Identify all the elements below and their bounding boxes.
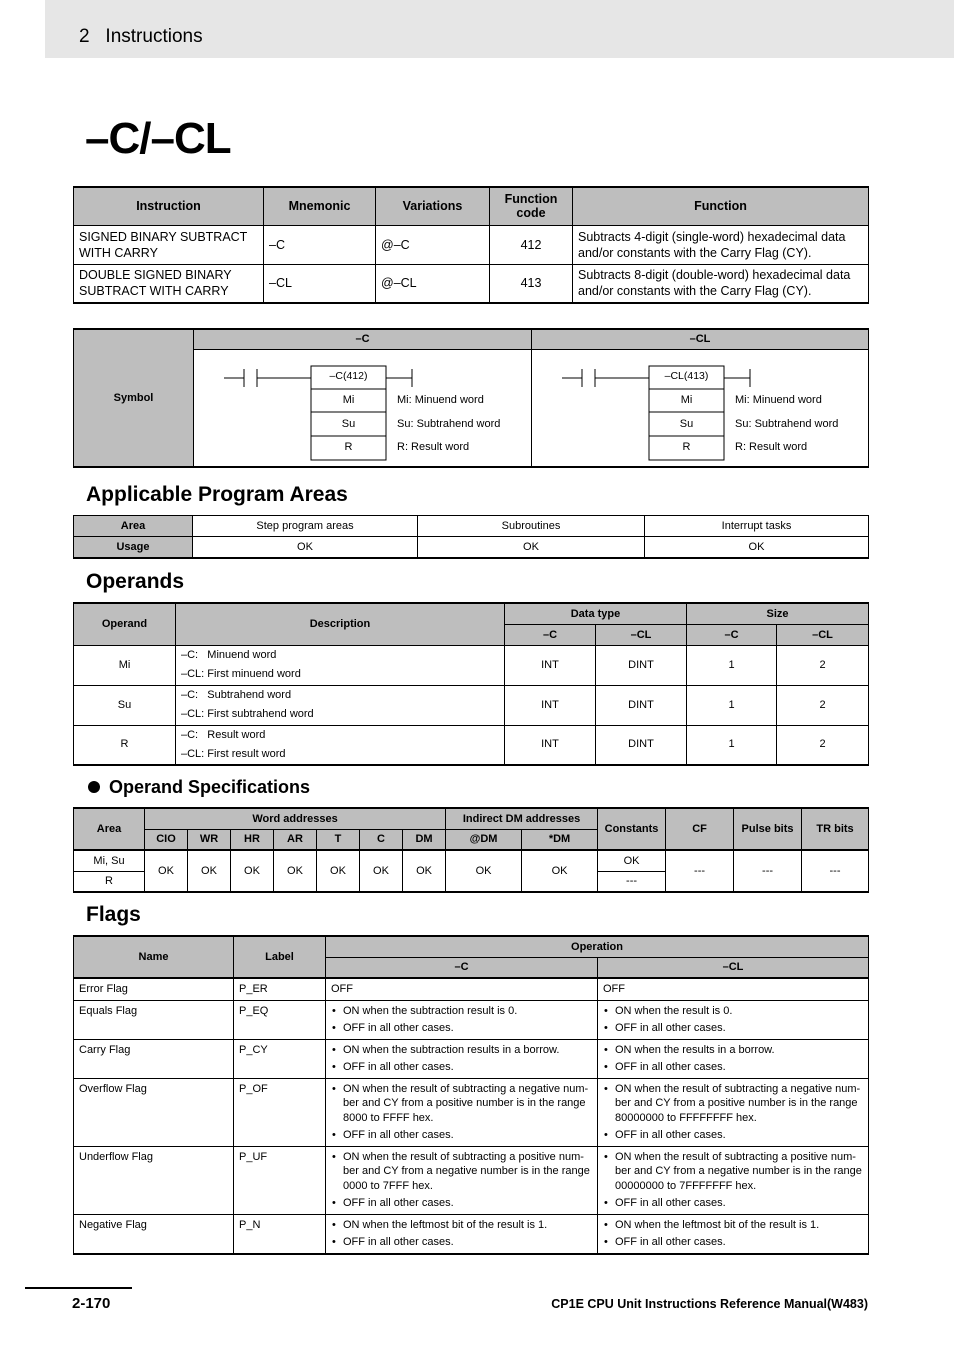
flag-label: P_N <box>234 1214 326 1254</box>
flag-op-c <box>326 1146 598 1214</box>
instruction-cell: SIGNED BINARY SUBTRACT WITH CARRY <box>74 225 264 264</box>
code-cell: 413 <box>490 264 573 303</box>
flag-name: Underflow Flag <box>74 1146 234 1214</box>
col-header: TR bits <box>802 808 869 850</box>
col-header: T <box>317 829 360 850</box>
col-header: Operation <box>326 936 869 957</box>
section-heading-areas: Applicable Program Areas <box>86 483 348 506</box>
flag-op-cl: OFF <box>598 978 869 1000</box>
spec-cell: OK <box>446 850 522 892</box>
list-item: • ON when the results in a borrow. <box>603 1043 863 1058</box>
flag-op-cl <box>598 1146 869 1214</box>
size-cell: 1 <box>687 645 777 685</box>
list-item: • ON when the result is 0. <box>603 1004 863 1019</box>
flag-label: P_ER <box>234 978 326 1000</box>
col-header: Mnemonic <box>264 187 376 225</box>
variations-cell: @–CL <box>376 264 490 303</box>
list-item: • ON when the result of subtracting a positive num-ber and CY from a negative number is in the range 0000 to 7FFF hex. <box>331 1150 592 1194</box>
desc-mi: Mi: Minuend word <box>397 393 484 406</box>
col-header: –CL <box>598 957 869 978</box>
list-item: • OFF in all other cases. <box>603 1196 863 1211</box>
flag-label: P_UF <box>234 1146 326 1214</box>
footer-rule <box>25 1287 132 1289</box>
desc-line: –C: Subtrahend word <box>181 689 292 701</box>
manual-title: CP1E CPU Unit Instructions Reference Manual(W483) <box>551 1297 868 1311</box>
symbol-label: Symbol <box>74 329 194 467</box>
list-item: • OFF in all other cases. <box>603 1235 863 1250</box>
size-cell: 2 <box>777 645 869 685</box>
dtype-cell: INT <box>505 645 596 685</box>
list-item: • ON when the leftmost bit of the result is 1. <box>331 1218 592 1233</box>
function-cell: Subtracts 4-digit (single-word) hexadecimal data and/or constants with the Carry Flag (CY). <box>573 225 869 264</box>
list-item: • OFF in all other cases. <box>603 1128 863 1143</box>
usage-cell: OK <box>193 537 418 558</box>
program-areas-table <box>73 515 869 559</box>
operand-cell: Su <box>74 685 176 725</box>
desc-cell <box>176 725 505 765</box>
operand-mi: Mi <box>342 393 355 406</box>
area-cell: R <box>74 871 145 892</box>
col-header: Description <box>176 603 505 645</box>
operand-cell: R <box>74 725 176 765</box>
col-header: –C <box>194 329 532 349</box>
list-item: • ON when the result of subtracting a positive num-ber and CY from a negative number is in the range 00000000 to 7FFFFFFF hex. <box>603 1150 863 1194</box>
list-item: • OFF in all other cases. <box>603 1060 863 1075</box>
flag-op-c: OFF <box>326 978 598 1000</box>
symbol-table <box>73 328 869 468</box>
col-header: Label <box>234 936 326 978</box>
col-header: @DM <box>446 829 522 850</box>
col-header: *DM <box>522 829 598 850</box>
size-cell: 1 <box>687 725 777 765</box>
dtype-cell: DINT <box>596 725 687 765</box>
flag-op-c <box>326 1078 598 1146</box>
page-number: 2-170 <box>72 1295 111 1312</box>
function-cell: Subtracts 8-digit (double-word) hexadecimal data and/or constants with the Carry Flag (CY). <box>573 264 869 303</box>
desc-r: R: Result word <box>397 440 470 453</box>
col-header: Constants <box>598 808 666 850</box>
col-header: –CL <box>532 329 869 349</box>
ladder-symbol-c <box>194 349 532 467</box>
page-title: –C/–CL <box>85 114 231 163</box>
flag-op-cl <box>598 1000 869 1039</box>
box-title: –CL(413) <box>664 369 709 382</box>
running-header-text <box>79 26 203 48</box>
instruction-cell: DOUBLE SIGNED BINARY SUBTRACT WITH CARRY <box>74 264 264 303</box>
dtype-cell: INT <box>505 725 596 765</box>
col-header: Area <box>74 808 145 850</box>
flags-table <box>73 935 869 1255</box>
list-item: • OFF in all other cases. <box>331 1235 592 1250</box>
spec-cell: OK <box>188 850 231 892</box>
col-header: –C <box>326 957 598 978</box>
table-row <box>74 1214 869 1254</box>
size-cell: 1 <box>687 685 777 725</box>
row-header: Usage <box>74 537 193 558</box>
table-row <box>74 978 869 1000</box>
area-cell: Step program areas <box>193 516 418 537</box>
flag-name: Overflow Flag <box>74 1078 234 1146</box>
desc-line: –CL: First result word <box>181 747 286 760</box>
col-header: CIO <box>145 829 188 850</box>
col-header: Word addresses <box>145 808 446 829</box>
table-row <box>74 264 869 303</box>
ladder-symbol-cl <box>532 349 869 467</box>
desc-line: –CL: First minuend word <box>181 668 301 680</box>
table-row <box>74 225 869 264</box>
operand-spec-table <box>73 807 869 893</box>
operand-su: Su <box>341 417 356 430</box>
code-cell: 412 <box>490 225 573 264</box>
operand-r: R <box>344 440 353 453</box>
size-cell: 2 <box>777 685 869 725</box>
list-item: • ON when the subtraction results in a borrow. <box>331 1043 592 1058</box>
table-row <box>74 1000 869 1039</box>
spec-cell: OK <box>403 850 446 892</box>
const-cell: --- <box>598 871 666 892</box>
list-item: • OFF in all other cases. <box>331 1196 592 1211</box>
col-header: Name <box>74 936 234 978</box>
flag-label: P_EQ <box>234 1000 326 1039</box>
usage-cell: OK <box>645 537 869 558</box>
chapter-number: 2 <box>79 26 90 47</box>
col-header: Function <box>573 187 869 225</box>
col-header: –C <box>505 624 596 645</box>
mnemonic-cell: –CL <box>264 264 376 303</box>
col-header: Operand <box>74 603 176 645</box>
desc-cell <box>176 645 505 685</box>
area-cell: Interrupt tasks <box>645 516 869 537</box>
cf-cell: --- <box>666 850 734 892</box>
desc-line: –CL: First subtrahend word <box>181 708 314 720</box>
desc-line: –C: Result word <box>181 728 266 741</box>
running-header <box>45 0 954 58</box>
instruction-table <box>73 186 869 304</box>
col-header: Instruction <box>74 187 264 225</box>
desc-r: R: Result word <box>735 440 808 453</box>
col-header: Function code <box>490 187 573 225</box>
flag-op-cl <box>598 1039 869 1078</box>
flag-op-c <box>326 1039 598 1078</box>
table-row <box>74 1039 869 1078</box>
table-row <box>74 850 869 871</box>
spec-cell: OK <box>522 850 598 892</box>
desc-mi: Mi: Minuend word <box>735 393 822 406</box>
desc-line: –C: Minuend word <box>181 649 277 661</box>
col-header: Variations <box>376 187 490 225</box>
row-header: Area <box>74 516 193 537</box>
variations-cell: @–C <box>376 225 490 264</box>
col-header: WR <box>188 829 231 850</box>
area-cell: Mi, Su <box>74 850 145 871</box>
spec-cell: OK <box>274 850 317 892</box>
table-row <box>74 685 869 725</box>
desc-su: Su: Subtrahend word <box>397 417 501 430</box>
table-row <box>74 725 869 765</box>
size-cell: 2 <box>777 725 869 765</box>
list-item: • OFF in all other cases. <box>331 1060 592 1075</box>
mnemonic-cell: –C <box>264 225 376 264</box>
flag-label: P_CY <box>234 1039 326 1078</box>
table-row <box>74 1146 869 1214</box>
tr-cell: --- <box>802 850 869 892</box>
list-item: • OFF in all other cases. <box>331 1021 592 1036</box>
spec-cell: OK <box>145 850 188 892</box>
flag-name: Carry Flag <box>74 1039 234 1078</box>
flag-name: Error Flag <box>74 978 234 1000</box>
spec-cell: OK <box>317 850 360 892</box>
bullet-icon <box>88 781 100 793</box>
col-header: Pulse bits <box>734 808 802 850</box>
col-header: AR <box>274 829 317 850</box>
list-item: • OFF in all other cases. <box>603 1021 863 1036</box>
section-heading-operands: Operands <box>86 570 185 593</box>
operand-r: R <box>682 440 691 453</box>
chapter-title: Instructions <box>105 26 203 47</box>
col-header: DM <box>403 829 446 850</box>
dtype-cell: INT <box>505 685 596 725</box>
flag-op-cl <box>598 1214 869 1254</box>
pulse-cell: --- <box>734 850 802 892</box>
operand-cell: Mi <box>74 645 176 685</box>
operands-table <box>73 602 869 766</box>
dtype-cell: DINT <box>596 645 687 685</box>
flag-op-c <box>326 1000 598 1039</box>
spec-cell: OK <box>360 850 403 892</box>
table-row <box>74 1078 869 1146</box>
flag-name: Negative Flag <box>74 1214 234 1254</box>
col-header: Size <box>687 603 869 624</box>
col-header: Data type <box>505 603 687 624</box>
table-row <box>74 645 869 685</box>
const-cell: OK <box>598 850 666 871</box>
list-item: • ON when the subtraction result is 0. <box>331 1004 592 1019</box>
flag-op-c <box>326 1214 598 1254</box>
operand-mi: Mi <box>680 393 693 406</box>
area-cell: Subroutines <box>418 516 645 537</box>
spec-cell: OK <box>231 850 274 892</box>
col-header: –CL <box>596 624 687 645</box>
operand-su: Su <box>679 417 694 430</box>
list-item: • ON when the leftmost bit of the result is 1. <box>603 1218 863 1233</box>
dtype-cell: DINT <box>596 685 687 725</box>
section-heading-flags: Flags <box>86 903 141 926</box>
col-header: CF <box>666 808 734 850</box>
desc-su: Su: Subtrahend word <box>735 417 839 430</box>
flag-label: P_OF <box>234 1078 326 1146</box>
col-header: C <box>360 829 403 850</box>
col-header: HR <box>231 829 274 850</box>
list-item: • OFF in all other cases. <box>331 1128 592 1143</box>
flag-name: Equals Flag <box>74 1000 234 1039</box>
desc-cell <box>176 685 505 725</box>
box-title: –C(412) <box>329 369 368 382</box>
subsection-heading-spec: Operand Specifications <box>109 777 311 797</box>
flag-op-cl <box>598 1078 869 1146</box>
col-header: –C <box>687 624 777 645</box>
usage-cell: OK <box>418 537 645 558</box>
list-item: • ON when the result of subtracting a negative num-ber and CY from a positive number is in the range 80000000 to FFFFFFFF hex. <box>603 1082 863 1126</box>
col-header: Indirect DM addresses <box>446 808 598 829</box>
col-header: –CL <box>777 624 869 645</box>
list-item: • ON when the result of subtracting a negative num-ber and CY from a positive number is in the range 8000 to FFFF hex. <box>331 1082 592 1126</box>
